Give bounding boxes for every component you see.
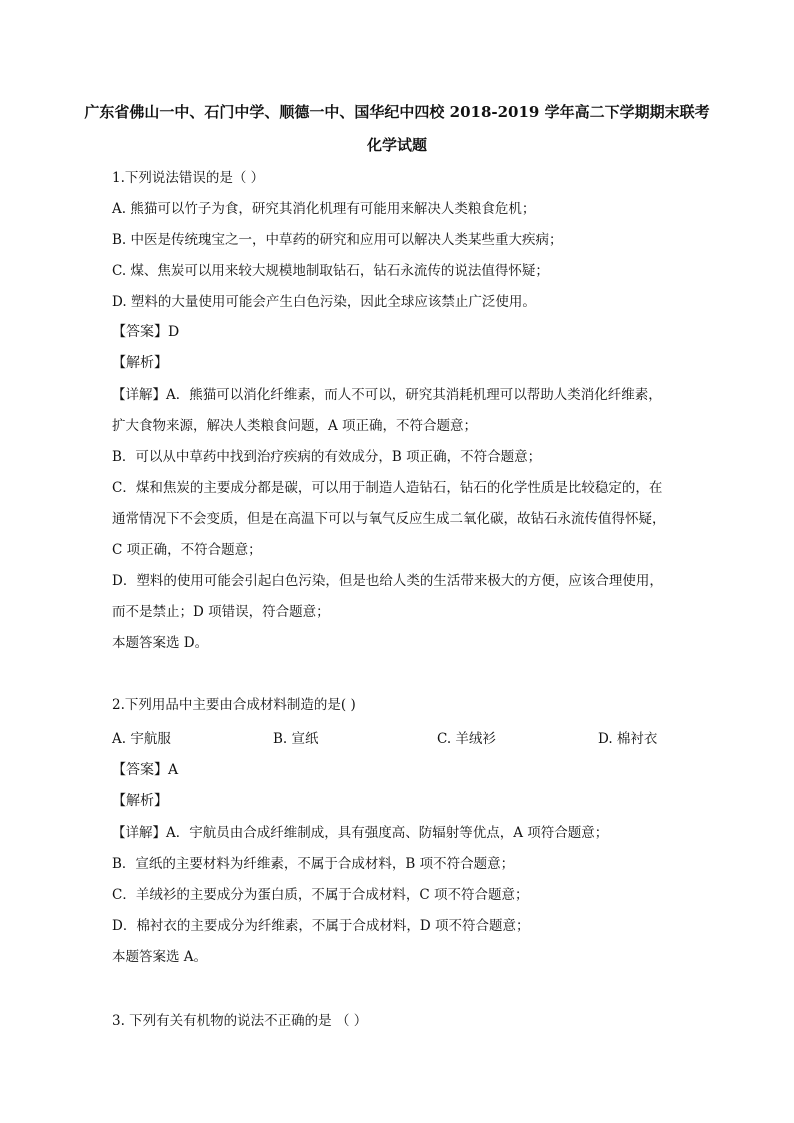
q2-analysis-label: 【解析】 [112, 793, 168, 809]
q2-detail-line: D．棉衬衣的主要成分为纤维素，不属于合成材料，D 项不符合题意； [112, 918, 530, 934]
q2-conclusion: 本题答案选 A。 [112, 949, 208, 965]
q2-option-a: A. 宇航服 [112, 731, 171, 747]
q2-option-d: D. 棉衬衣 [598, 731, 658, 747]
exam-title: 广东省佛山一中、石门中学、顺德一中、国华纪中四校 2018-2019 学年高二下学期期末联考 [84, 103, 710, 121]
q1-detail-line: C．煤和焦炭的主要成分都是碳，可以用于制造人造钻石，钻石的化学性质是比较稳定的，在 [112, 480, 663, 496]
q2-option-b: B. 宣纸 [273, 731, 319, 747]
q1-detail-line: 【详解】A．熊猫可以消化纤维素，而人不可以，研究其消耗机理可以帮助人类消化纤维素， [112, 387, 662, 403]
exam-subtitle: 化学试题 [366, 136, 427, 154]
q1-conclusion: 本题答案选 D。 [112, 635, 209, 651]
q2-option-c: C. 羊绒衫 [437, 731, 496, 747]
q1-answer: 【答案】D [112, 324, 180, 340]
q1-detail-line: B．可以从中草药中找到治疗疾病的有效成分，B 项正确，不符合题意； [112, 449, 542, 465]
q1-detail-line: 而不是禁止；D 项错误，符合题意； [112, 604, 330, 620]
q1-stem: 1.下列说法错误的是（ ） [112, 170, 265, 186]
q1-detail-line: 扩大食物来源，解决人类粮食问题，A 项正确，不符合题意； [112, 418, 478, 434]
q2-detail-line: C．羊绒衫的主要成分为蛋白质，不属于合成材料，C 项不符合题意； [112, 887, 529, 903]
q2-answer: 【答案】A [112, 762, 179, 778]
q1-option-c: C. 煤、焦炭可以用来较大规模地制取钻石，钻石永流传的说法值得怀疑； [112, 263, 549, 279]
q2-detail-line: 【详解】A．宇航员由合成纤维制成，具有强度高、防辐射等优点，A 项符合题意； [112, 825, 609, 841]
q1-option-d: D. 塑料的大量使用可能会产生白色污染，因此全球应该禁止广泛使用。 [112, 294, 536, 310]
q1-detail-line: C 项正确，不符合题意； [112, 542, 262, 558]
q3-stem: 3. 下列有关有机物的说法不正确的是 （ ） [112, 1013, 368, 1029]
q1-detail-line: 通常情况下不会变质，但是在高温下可以与氧气反应生成二氧化碳，故钻石永流传值得怀疑， [112, 511, 666, 527]
q1-option-b: B. 中医是传统瑰宝之一，中草药的研究和应用可以解决人类某些重大疾病； [112, 232, 563, 248]
q1-option-a: A. 熊猫可以竹子为食，研究其消化机理有可能用来解决人类粮食危机； [112, 201, 536, 217]
q2-stem: 2.下列用品中主要由合成材料制造的是( ) [112, 697, 356, 713]
q2-detail-line: B．宣纸的主要材料为纤维素，不属于合成材料，B 项不符合题意； [112, 856, 515, 872]
q1-detail-line: D．塑料的使用可能会引起白色污染，但是也给人类的生活带来极大的方便，应该合理使用， [112, 573, 663, 589]
q1-analysis-label: 【解析】 [112, 355, 168, 371]
